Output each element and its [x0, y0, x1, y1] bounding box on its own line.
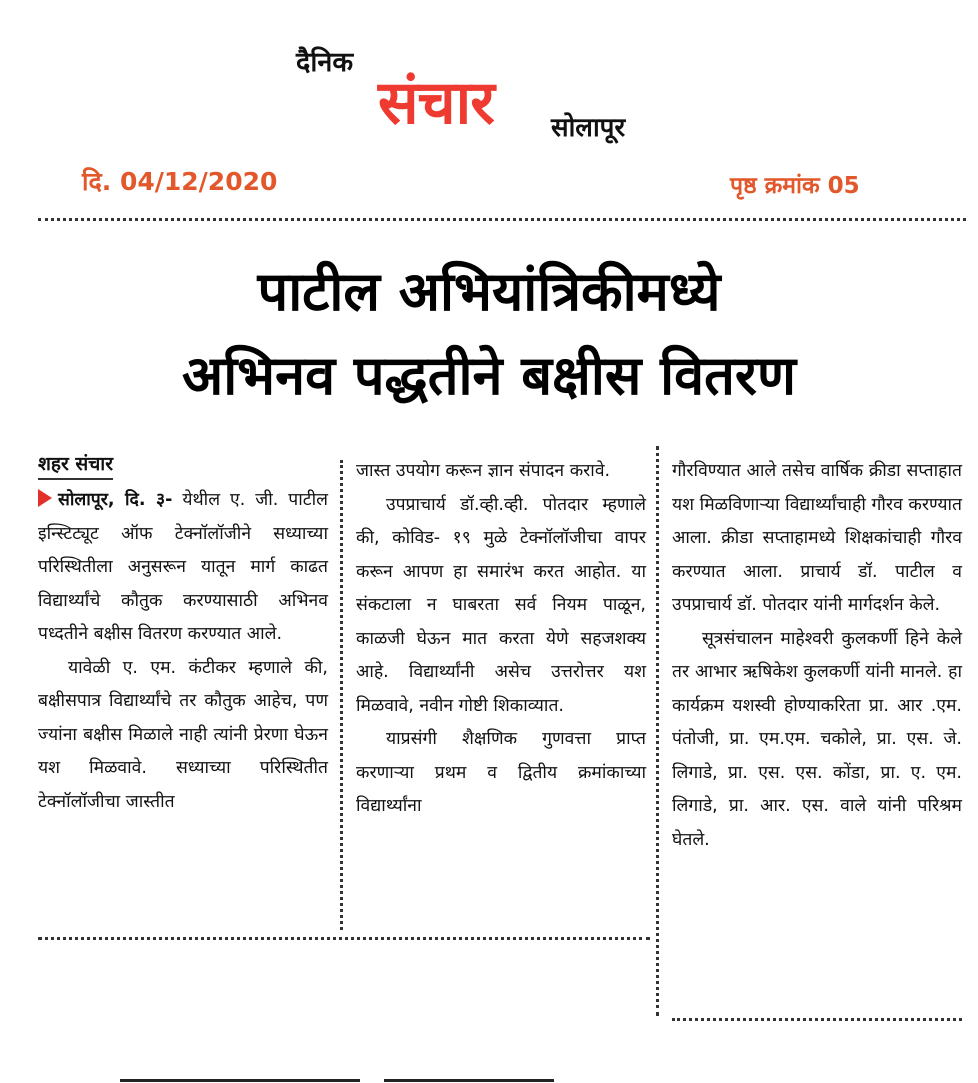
masthead-dainik: दैनिक: [296, 47, 354, 78]
masthead-divider: [38, 218, 966, 221]
article-column-3: [672, 455, 962, 857]
headline: [0, 250, 978, 418]
headline-line-2: अभिनव पद्धतीने बक्षीस वितरण: [181, 344, 797, 407]
article-end-divider: [672, 1018, 962, 1021]
column-divider: [340, 460, 343, 930]
paragraph: सूत्रसंचालन माहेश्वरी कुलकर्णी हिने केले तर आभार ऋषिकेश कुलकर्णी यांनी मानले. हा कार्यक्रम यशस्वी होण्याकरिता प्रा. आर .एम. पंतोजी, प्रा. एम.एम. चकोले, प्रा. एस. जे. लिगाडे, प्रा. एस. एस. कोंडा, प्रा. ए. एम. लिगाडे, प्रा. आर. एस. वाले यांनी परिश्रम घेतले.: [672, 628, 962, 850]
article-column-1: [38, 484, 328, 819]
paragraph: याप्रसंगी शैक्षणिक गुणवत्ता प्राप्त करणाऱ्या प्रथम व द्वितीय क्रमांकाच्या विद्यार्थ्यांना: [356, 729, 646, 816]
issue-date: दि. 04/12/2020: [82, 167, 278, 196]
dateline: सोलापूर, दि. ३-: [58, 490, 173, 510]
page-number: पृष्ठ क्रमांक 05: [730, 173, 860, 199]
page-edge-rule: [120, 1079, 360, 1082]
column-divider: [656, 446, 659, 1016]
paragraph: [38, 484, 328, 652]
paragraph: यावेळी ए. एम. कंटीकर म्हणाले की, बक्षीसपात्र विद्यार्थ्यांचे तर कौतुक आहेच, पण ज्यांना बक्षीस मिळाले नाही त्यांनी प्रेरणा घेऊन यश मिळवावे. सध्याच्या परिस्थितीत टेक्नॉलॉजीचा जास्तीत: [38, 657, 328, 812]
section-tag: शहर संचार: [38, 450, 113, 480]
newspaper-name: संचार: [378, 68, 494, 138]
paragraph: उपप्राचार्य डॉ.व्ही.व्ही. पोतदार म्हणाले की, कोविड- १९ मुळे टेक्नॉलॉजीचा वापर करून आपण हा समारंभ करत आहोत. या संकटाला न घाबरता सर्व नियम पाळून, काळजी घेऊन मात करता येणे सहजशक्य आहे. विद्यार्थ्यांनी असेच उत्तरोत्तर यश मिळवावे, नवीन गोष्टी शिकाव्यात.: [356, 494, 646, 716]
headline-line-1: पाटील अभियांत्रिकीमध्ये: [257, 260, 721, 323]
triangle-bullet-icon: [38, 489, 52, 507]
column-bottom-divider: [38, 937, 650, 940]
edition-city: सोलापूर: [551, 113, 626, 143]
page-edge-rule: [384, 1079, 554, 1082]
paragraph: गौरविण्यात आले तसेच वार्षिक क्रीडा सप्ताहात यश मिळविणाऱ्या विद्यार्थ्यांचाही गौरव करण्यात आला. क्रीडा सप्ताहामध्ये शिक्षकांचाही गौरव करण्यात आला. प्राचार्य डॉ. पाटील व उपप्राचार्य डॉ. पोतदार यांनी मार्गदर्शन केले.: [672, 461, 962, 615]
article-column-2: [356, 455, 646, 824]
paragraph: जास्त उपयोग करून ज्ञान संपादन करावे.: [356, 461, 611, 481]
paragraph-text: येथील ए. जी. पाटील इन्स्टिट्यूट ऑफ टेक्नॉलॉजीने सध्याच्या परिस्थितीला अनुसरून यातून मार्ग काढत विद्यार्थ्यांचे कौतुक करण्यासाठी अभिनव पध्दतीने बक्षीस वितरण करण्यात आले.: [38, 490, 328, 644]
